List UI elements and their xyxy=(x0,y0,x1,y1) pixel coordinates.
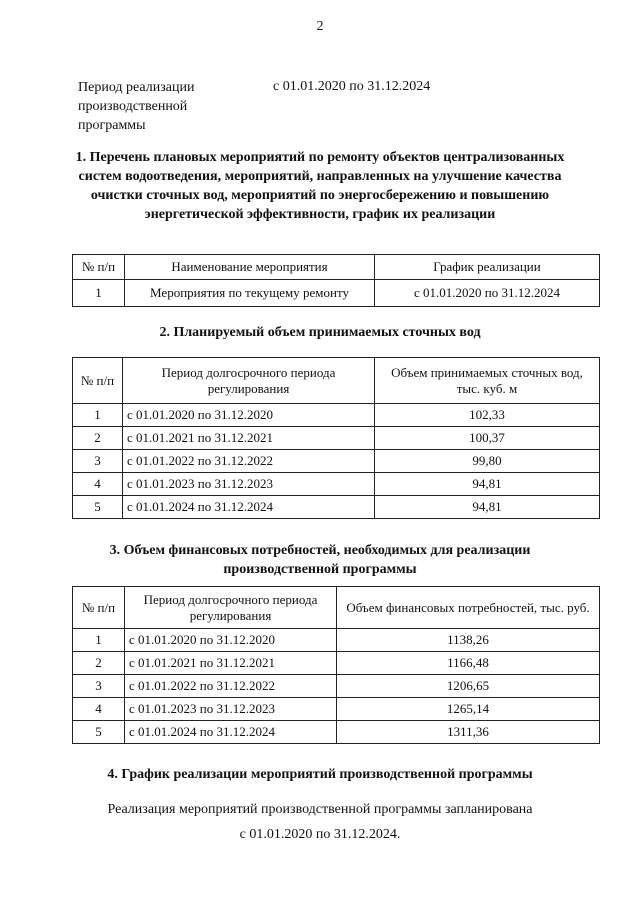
col-header: № п/п xyxy=(73,587,125,629)
value-cell: 94,81 xyxy=(375,496,600,519)
section2-title: 2. Планируемый объем принимаемых сточных вод xyxy=(159,325,481,340)
period-cell: с 01.01.2024 по 31.12.2024 xyxy=(125,721,337,744)
value-cell: 94,81 xyxy=(375,473,600,496)
section3-table xyxy=(72,586,600,744)
row-number: 1 xyxy=(73,629,125,652)
row-number: 4 xyxy=(73,698,125,721)
section1-table xyxy=(72,254,600,307)
value-cell: 1311,36 xyxy=(337,721,600,744)
period-cell: с 01.01.2022 по 31.12.2022 xyxy=(125,675,337,698)
period-cell: с 01.01.2022 по 31.12.2022 xyxy=(123,450,375,473)
row-number: 3 xyxy=(73,675,125,698)
col-header: Объем финансовых потребностей, тыс. руб. xyxy=(337,587,600,629)
period-cell: с 01.01.2020 по 31.12.2020 xyxy=(123,404,375,427)
table-row xyxy=(73,404,600,427)
section4-text-line1: Реализация мероприятий производственной программы запланирована xyxy=(107,802,533,817)
period-cell: с 01.01.2021 по 31.12.2021 xyxy=(125,652,337,675)
row-number: 1 xyxy=(73,280,125,307)
col-header: График реализации xyxy=(375,255,600,280)
value-cell: 100,37 xyxy=(375,427,600,450)
col-header: Наименование мероприятия xyxy=(125,255,375,280)
section2-table xyxy=(72,357,600,519)
value-cell: 1138,26 xyxy=(337,629,600,652)
table-row xyxy=(73,450,600,473)
table-row xyxy=(73,652,600,675)
row-number: 5 xyxy=(73,496,123,519)
value-cell: 99,80 xyxy=(375,450,600,473)
period-cell: с 01.01.2020 по 31.12.2020 xyxy=(125,629,337,652)
row-number: 2 xyxy=(73,652,125,675)
period-cell: с 01.01.2021 по 31.12.2021 xyxy=(123,427,375,450)
section1-title: 1. Перечень плановых мероприятий по ремонту объектов централизованных систем водоотведения, мероприятий, направленных на улучшение качества очистки сточных вод, мероприятий по энергосбережению и повышению энергетической эффективности, график их реализации xyxy=(75,150,565,222)
row-number: 2 xyxy=(73,427,123,450)
col-header: Период долгосрочного периода регулирования xyxy=(123,358,375,404)
period-label: Период реализации производственной программы xyxy=(78,80,195,133)
table-header-row xyxy=(73,587,600,629)
period-value: с 01.01.2020 по 31.12.2024 xyxy=(273,79,431,94)
table-header-row xyxy=(73,255,600,280)
value-cell: 1206,65 xyxy=(337,675,600,698)
period-cell: с 01.01.2024 по 31.12.2024 xyxy=(123,496,375,519)
section3-title: 3. Объем финансовых потребностей, необходимых для реализации производственной программы xyxy=(109,543,531,577)
schedule: с 01.01.2020 по 31.12.2024 xyxy=(375,280,600,307)
value-cell: 1166,48 xyxy=(337,652,600,675)
value-cell: 1265,14 xyxy=(337,698,600,721)
period-cell: с 01.01.2023 по 31.12.2023 xyxy=(125,698,337,721)
event-name: Мероприятия по текущему ремонту xyxy=(125,280,375,307)
table-row xyxy=(73,721,600,744)
period-cell: с 01.01.2023 по 31.12.2023 xyxy=(123,473,375,496)
table-row xyxy=(73,473,600,496)
table-header-row xyxy=(73,358,600,404)
section4-text-line2: с 01.01.2020 по 31.12.2024. xyxy=(239,827,401,842)
row-number: 4 xyxy=(73,473,123,496)
table-row xyxy=(73,675,600,698)
row-number: 5 xyxy=(73,721,125,744)
value-cell: 102,33 xyxy=(375,404,600,427)
col-header: Объем принимаемых сточных вод, тыс. куб. м xyxy=(375,358,600,404)
table-row xyxy=(73,280,600,307)
col-header: Период долгосрочного периода регулирования xyxy=(125,587,337,629)
col-header: № п/п xyxy=(73,358,123,404)
table-row xyxy=(73,496,600,519)
page-number: 2 xyxy=(316,19,324,34)
section4-title: 4. График реализации мероприятий производственной программы xyxy=(107,767,533,782)
table-row xyxy=(73,427,600,450)
col-header: № п/п xyxy=(73,255,125,280)
table-row xyxy=(73,629,600,652)
row-number: 3 xyxy=(73,450,123,473)
row-number: 1 xyxy=(73,404,123,427)
table-row xyxy=(73,698,600,721)
